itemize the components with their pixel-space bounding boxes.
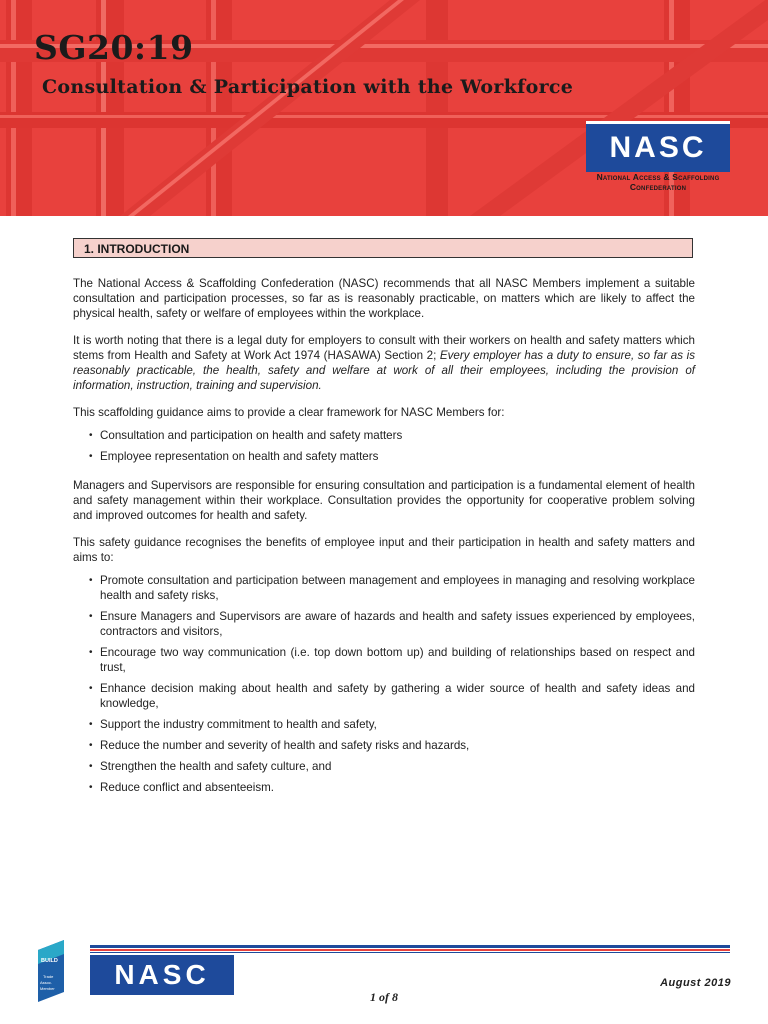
aims-list xyxy=(73,573,695,795)
paragraph-2-text: It is worth noting that there is a legal duty for employers to consult with their workers on health and safety matters which stems from Health and Safety at Work Act 1974 (HASAWA) Section 2; xyxy=(73,334,695,362)
header-banner xyxy=(0,0,768,216)
footer-date: August 2019 xyxy=(660,977,731,989)
footer-logo-text: NASC xyxy=(114,959,210,990)
footer-rule-blue xyxy=(90,945,730,948)
paragraph-2-quote: Every employer has a duty to ensure, so far as is reasonably practicable, the health, safety and welfare at work of all their employees, including the provision of information, instruction, training and supervision. xyxy=(73,349,695,392)
paragraph-4: Managers and Supervisors are responsible for ensuring consultation and participation is a fundamental element of health and safety management within their workplace. Consultation provides the opportunity for cooperative problem solving and improved outcomes for health and safety. xyxy=(73,479,695,522)
paragraph-3: This scaffolding guidance aims to provide a clear framework for NASC Members for: xyxy=(73,406,505,419)
paragraph-2 xyxy=(73,333,695,393)
paragraph-5: This safety guidance recognises the benefits of employee input and their participation in health and safety matters and aims to: xyxy=(73,536,695,564)
list-item: • Support the industry commitment to health and safety, xyxy=(73,717,695,732)
svg-text:Assoc.: Assoc. xyxy=(40,980,53,985)
page-number: 1 of 8 xyxy=(370,990,398,1004)
list-item: • Enhance decision making about health and safety by gathering a wider source of health and safety ideas and knowledge, xyxy=(73,681,695,711)
document-title: Consultation & Participation with the Workforce xyxy=(42,76,574,98)
logo-subtitle-line2: Confederation xyxy=(629,182,687,192)
list-item: • Consultation and participation on health and safety matters xyxy=(73,428,695,443)
list-item: • Encourage two way communication (i.e. top down bottom up) and building of relationships based on respect and trust, xyxy=(73,645,695,675)
list-item: • Employee representation on health and safety matters xyxy=(73,449,695,464)
footer-rule-blue-thin xyxy=(90,952,730,953)
paragraph-1: The National Access & Scaffolding Confederation (NASC) recommends that all NASC Members implement a suitable consultation and participation processes, so far as is reasonably practicable, on matters which are likely to affect the physical health, safety or welfare of employees within the workplace. xyxy=(73,277,695,320)
list-item: • Reduce conflict and absenteeism. xyxy=(73,780,695,795)
footer-nasc-logo xyxy=(90,955,234,995)
nasc-logo xyxy=(586,121,730,172)
nasc-logo-text: NASC xyxy=(609,131,707,164)
list-item: • Ensure Managers and Supervisors are aware of hazards and health and safety issues experienced by employees, contractors and visitors, xyxy=(73,609,695,639)
logo-subtitle-line1: National Access & Scaffolding xyxy=(596,172,720,182)
section-heading-introduction: 1. INTRODUCTION xyxy=(73,238,693,258)
document-body xyxy=(73,276,695,809)
framework-list xyxy=(73,428,695,464)
list-item: • Strengthen the health and safety culture, and xyxy=(73,759,695,774)
footer-rule-red xyxy=(90,949,730,951)
nasc-logo-subtitle xyxy=(586,172,730,192)
document-code: SG20:19 xyxy=(34,28,194,67)
svg-text:BUILD: BUILD xyxy=(41,958,58,964)
svg-text:Member: Member xyxy=(40,986,55,991)
svg-text:Trade: Trade xyxy=(43,974,54,979)
list-item: • Reduce the number and severity of health and safety risks and hazards, xyxy=(73,738,695,753)
list-item: • Promote consultation and participation between management and employees in managing and resolving workplace health and safety risks, xyxy=(73,573,695,603)
